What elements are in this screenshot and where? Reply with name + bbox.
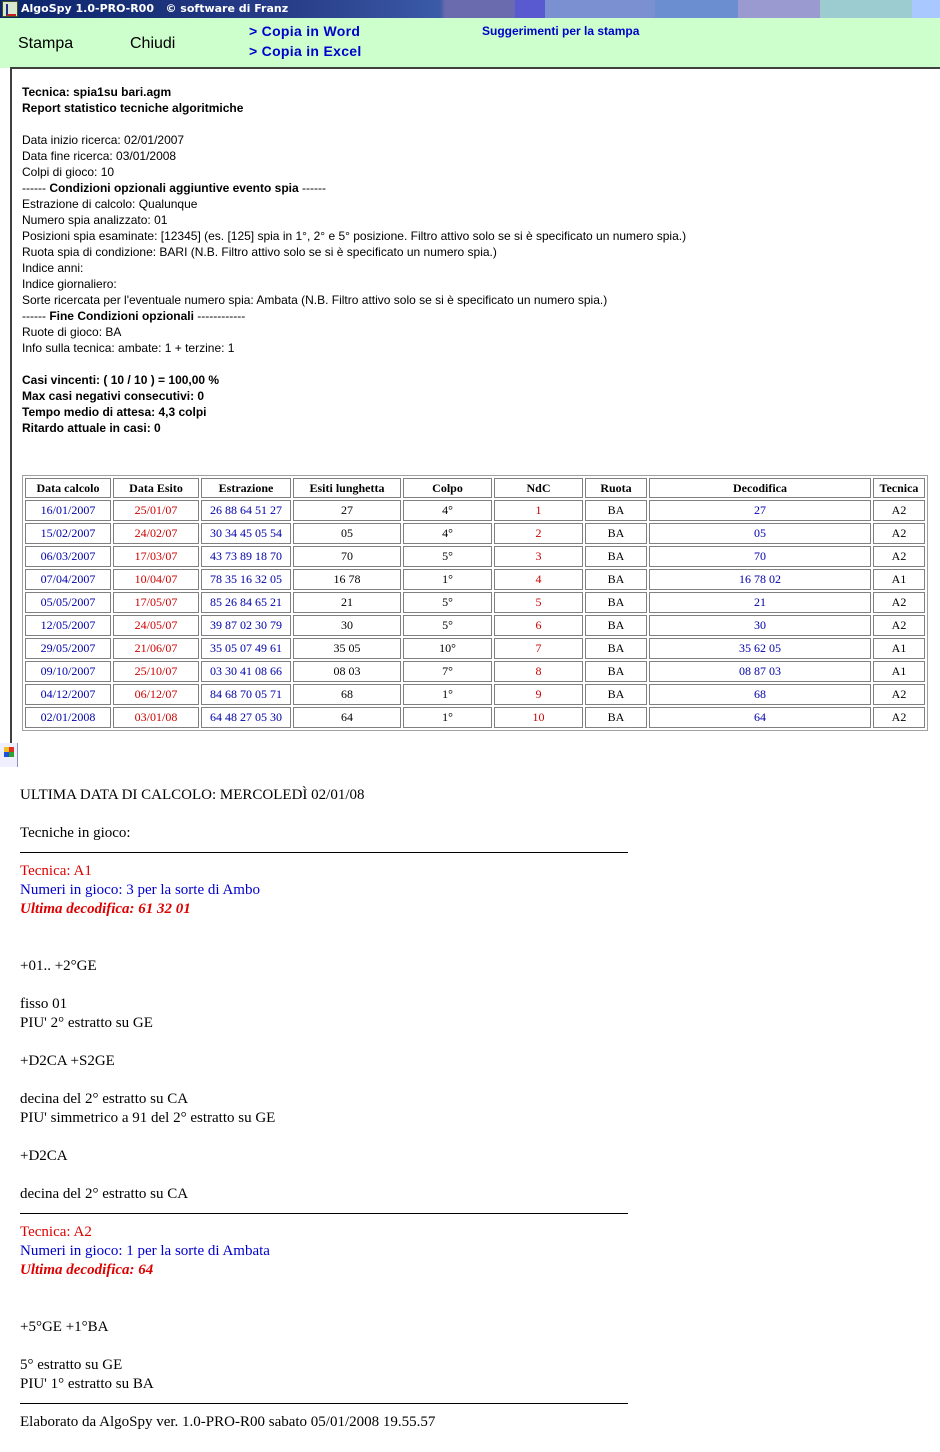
- table-cell: 17/05/07: [113, 592, 199, 613]
- max-negative-cases: Max casi negativi consecutivi: 0: [22, 389, 205, 403]
- table-row: [25, 592, 925, 613]
- table-cell: 27: [293, 500, 401, 521]
- title-bar: [0, 0, 940, 18]
- col-data-esito: Data Esito: [113, 478, 199, 498]
- table-cell: 64: [293, 707, 401, 728]
- col-estrazione: Estrazione: [201, 478, 291, 498]
- table-cell: BA: [585, 569, 647, 590]
- table-cell: 78 35 16 32 05: [201, 569, 291, 590]
- table-cell: 03/01/08: [113, 707, 199, 728]
- table-cell: 35 05 07 49 61: [201, 638, 291, 659]
- report-subtitle: Report statistico tecniche algoritmiche: [22, 101, 244, 115]
- table-cell: 06/12/07: [113, 684, 199, 705]
- window-title: AlgoSpy 1.0-PRO-R00 © software di Franz: [21, 2, 289, 15]
- table-cell: A2: [873, 615, 925, 636]
- windows-logo-icon: [0, 743, 18, 767]
- optional-conditions-heading: ------ Condizioni opzionali aggiuntive evento spia ------: [22, 181, 326, 195]
- print-tips-link[interactable]: Suggerimenti per la stampa: [482, 24, 640, 38]
- table-cell: 68: [649, 684, 871, 705]
- print-button[interactable]: Stampa: [18, 35, 74, 52]
- col-decodifica: Decodifica: [649, 478, 871, 498]
- spy-wheel: Ruota spia di condizione: BARI (N.B. Filtro attivo solo se si è specificato un numero spia.): [22, 245, 497, 259]
- technique-a1-title: Tecnica: A1: [20, 863, 92, 879]
- table-cell: A1: [873, 569, 925, 590]
- table-cell: 05: [649, 523, 871, 544]
- table-cell: 21: [649, 592, 871, 613]
- table-cell: 5: [494, 592, 583, 613]
- table-cell: 1°: [403, 684, 492, 705]
- table-cell: 84 68 70 05 71: [201, 684, 291, 705]
- last-calc-date: ULTIMA DATA DI CALCOLO: MERCOLEDÌ 02/01/08: [20, 787, 365, 803]
- table-cell: 64 48 27 05 30: [201, 707, 291, 728]
- table-cell: 8: [494, 661, 583, 682]
- search-end-date: Data fine ricerca: 03/01/2008: [22, 149, 177, 163]
- table-cell: 16 78 02: [649, 569, 871, 590]
- divider: [20, 852, 628, 862]
- table-cell: 21/06/07: [113, 638, 199, 659]
- table-cell: 4°: [403, 523, 492, 544]
- table-cell: 16 78: [293, 569, 401, 590]
- technique-a2-last-decode: Ultima decodifica: 64: [20, 1262, 154, 1278]
- table-cell: 35 05: [293, 638, 401, 659]
- table-cell: 4: [494, 569, 583, 590]
- col-ruota: Ruota: [585, 478, 647, 498]
- table-cell: 12/05/2007: [25, 615, 111, 636]
- table-cell: A2: [873, 592, 925, 613]
- table-cell: A2: [873, 500, 925, 521]
- table-cell: 25/01/07: [113, 500, 199, 521]
- year-index: Indice anni:: [22, 261, 84, 275]
- technique-a1-last-decode: Ultima decodifica: 61 32 01: [20, 901, 191, 917]
- copy-to-excel-link[interactable]: > Copia in Excel: [249, 43, 362, 59]
- table-row: [25, 661, 925, 682]
- table-cell: 04/12/2007: [25, 684, 111, 705]
- table-cell: 17/03/07: [113, 546, 199, 567]
- table-cell: A1: [873, 638, 925, 659]
- divider: [20, 1403, 628, 1413]
- col-colpo: Colpo: [403, 478, 492, 498]
- table-cell: 09/10/2007: [25, 661, 111, 682]
- table-cell: 2: [494, 523, 583, 544]
- table-cell: BA: [585, 615, 647, 636]
- table-row: [25, 684, 925, 705]
- table-cell: 35 62 05: [649, 638, 871, 659]
- table-cell: 16/01/2007: [25, 500, 111, 521]
- table-cell: 25/10/07: [113, 661, 199, 682]
- table-row: [25, 569, 925, 590]
- table-cell: 3: [494, 546, 583, 567]
- table-cell: 30: [649, 615, 871, 636]
- table-row: [25, 546, 925, 567]
- table-cell: A2: [873, 707, 925, 728]
- a2-formula-1: +5°GE +1°BA: [20, 1319, 109, 1335]
- table-cell: 30 34 45 05 54: [201, 523, 291, 544]
- table-cell: 02/01/2008: [25, 707, 111, 728]
- col-ndc: NdC: [494, 478, 583, 498]
- results-table: [22, 475, 928, 731]
- spy-positions: Posizioni spia esaminate: [12345] (es. [125] spia in 1°, 2° e 5° posizione. Filtro attivo solo se si è specificato un numero spia.): [22, 229, 687, 243]
- winning-cases: Casi vincenti: ( 10 / 10 ) = 100,00 %: [22, 373, 220, 387]
- table-cell: A2: [873, 546, 925, 567]
- a1-formula-2-desc-a: decina del 2° estratto su CA: [20, 1091, 189, 1107]
- table-cell: 9: [494, 684, 583, 705]
- table-cell: 05/05/2007: [25, 592, 111, 613]
- table-cell: BA: [585, 546, 647, 567]
- technique-name: Tecnica: spia1su bari.agm: [22, 85, 172, 99]
- table-row: [25, 523, 925, 544]
- table-cell: 08 03: [293, 661, 401, 682]
- report-header: [22, 84, 922, 436]
- table-cell: 24/05/07: [113, 615, 199, 636]
- table-cell: 68: [293, 684, 401, 705]
- table-cell: 29/05/2007: [25, 638, 111, 659]
- toolbar: [0, 18, 940, 68]
- table-cell: 15/02/2007: [25, 523, 111, 544]
- table-cell: 05: [293, 523, 401, 544]
- game-summary: [20, 786, 920, 1432]
- spy-number: Numero spia analizzato: 01: [22, 213, 168, 227]
- table-cell: 5°: [403, 592, 492, 613]
- a1-formula-3: +D2CA: [20, 1148, 68, 1164]
- average-wait: Tempo medio di attesa: 4,3 colpi: [22, 405, 207, 419]
- table-cell: A2: [873, 523, 925, 544]
- table-cell: BA: [585, 638, 647, 659]
- table-cell: BA: [585, 523, 647, 544]
- divider: [20, 1213, 628, 1223]
- close-button[interactable]: Chiudi: [130, 35, 176, 52]
- techniques-in-play: Tecniche in gioco:: [20, 825, 131, 841]
- a1-formula-1: +01.. +2°GE: [20, 958, 97, 974]
- table-cell: 70: [293, 546, 401, 567]
- end-conditions-heading: ------ Fine Condizioni opzionali ------------: [22, 309, 246, 323]
- app-icon: [2, 1, 18, 17]
- table-cell: 5°: [403, 615, 492, 636]
- table-header-row: [25, 478, 925, 498]
- table-cell: BA: [585, 661, 647, 682]
- table-cell: 39 87 02 30 79: [201, 615, 291, 636]
- table-row: [25, 500, 925, 521]
- table-cell: 43 73 89 18 70: [201, 546, 291, 567]
- spy-sort: Sorte ricercata per l'eventuale numero spia: Ambata (N.B. Filtro attivo solo se si è specificato un numero spia.): [22, 293, 608, 307]
- table-cell: 07/04/2007: [25, 569, 111, 590]
- table-cell: 7: [494, 638, 583, 659]
- a1-formula-1-desc-a: fisso 01: [20, 996, 68, 1012]
- footer-elaborated-by: Elaborato da AlgoSpy ver. 1.0-PRO-R00 sabato 05/01/2008 19.55.57: [20, 1414, 436, 1430]
- table-row: [25, 638, 925, 659]
- a2-formula-1-desc-a: 5° estratto su GE: [20, 1357, 123, 1373]
- table-cell: 30: [293, 615, 401, 636]
- table-cell: 24/02/07: [113, 523, 199, 544]
- table-row: [25, 707, 925, 728]
- calc-extraction: Estrazione di calcolo: Qualunque: [22, 197, 198, 211]
- table-cell: 85 26 84 65 21: [201, 592, 291, 613]
- current-delay: Ritardo attuale in casi: 0: [22, 421, 161, 435]
- table-cell: A2: [873, 684, 925, 705]
- table-cell: 21: [293, 592, 401, 613]
- table-cell: A1: [873, 661, 925, 682]
- table-cell: 4°: [403, 500, 492, 521]
- technique-info: Info sulla tecnica: ambate: 1 + terzine: 1: [22, 341, 235, 355]
- a1-formula-2-desc-b: PIU' simmetrico a 91 del 2° estratto su GE: [20, 1110, 276, 1126]
- a1-formula-3-desc-a: decina del 2° estratto su CA: [20, 1186, 189, 1202]
- table-cell: 6: [494, 615, 583, 636]
- technique-a2-title: Tecnica: A2: [20, 1224, 92, 1240]
- technique-a1-numbers: Numeri in gioco: 3 per la sorte di Ambo: [20, 882, 260, 898]
- table-cell: 1: [494, 500, 583, 521]
- table-cell: 64: [649, 707, 871, 728]
- table-cell: 1°: [403, 569, 492, 590]
- table-cell: 7°: [403, 661, 492, 682]
- table-cell: 10/04/07: [113, 569, 199, 590]
- table-cell: 10: [494, 707, 583, 728]
- a1-formula-1-desc-b: PIU' 2° estratto su GE: [20, 1015, 153, 1031]
- table-cell: 03 30 41 08 66: [201, 661, 291, 682]
- game-wheels: Ruote di gioco: BA: [22, 325, 122, 339]
- table-cell: BA: [585, 707, 647, 728]
- table-cell: 26 88 64 51 27: [201, 500, 291, 521]
- daily-index: Indice giornaliero:: [22, 277, 117, 291]
- table-cell: BA: [585, 500, 647, 521]
- game-shots: Colpi di gioco: 10: [22, 165, 115, 179]
- col-data-calcolo: Data calcolo: [25, 478, 111, 498]
- search-start-date: Data inizio ricerca: 02/01/2007: [22, 133, 185, 147]
- table-cell: 1°: [403, 707, 492, 728]
- table-row: [25, 615, 925, 636]
- table-cell: 5°: [403, 546, 492, 567]
- table-cell: 27: [649, 500, 871, 521]
- technique-a2-numbers: Numeri in gioco: 1 per la sorte di Ambata: [20, 1243, 270, 1259]
- table-cell: BA: [585, 592, 647, 613]
- table-cell: BA: [585, 684, 647, 705]
- table-cell: 70: [649, 546, 871, 567]
- table-cell: 08 87 03: [649, 661, 871, 682]
- a2-formula-1-desc-b: PIU' 1° estratto su BA: [20, 1376, 154, 1392]
- copy-to-word-link[interactable]: > Copia in Word: [249, 23, 361, 39]
- table-cell: 06/03/2007: [25, 546, 111, 567]
- col-esiti-lunghetta: Esiti lunghetta: [293, 478, 401, 498]
- col-tecnica: Tecnica: [873, 478, 925, 498]
- table-cell: 10°: [403, 638, 492, 659]
- a1-formula-2: +D2CA +S2GE: [20, 1053, 115, 1069]
